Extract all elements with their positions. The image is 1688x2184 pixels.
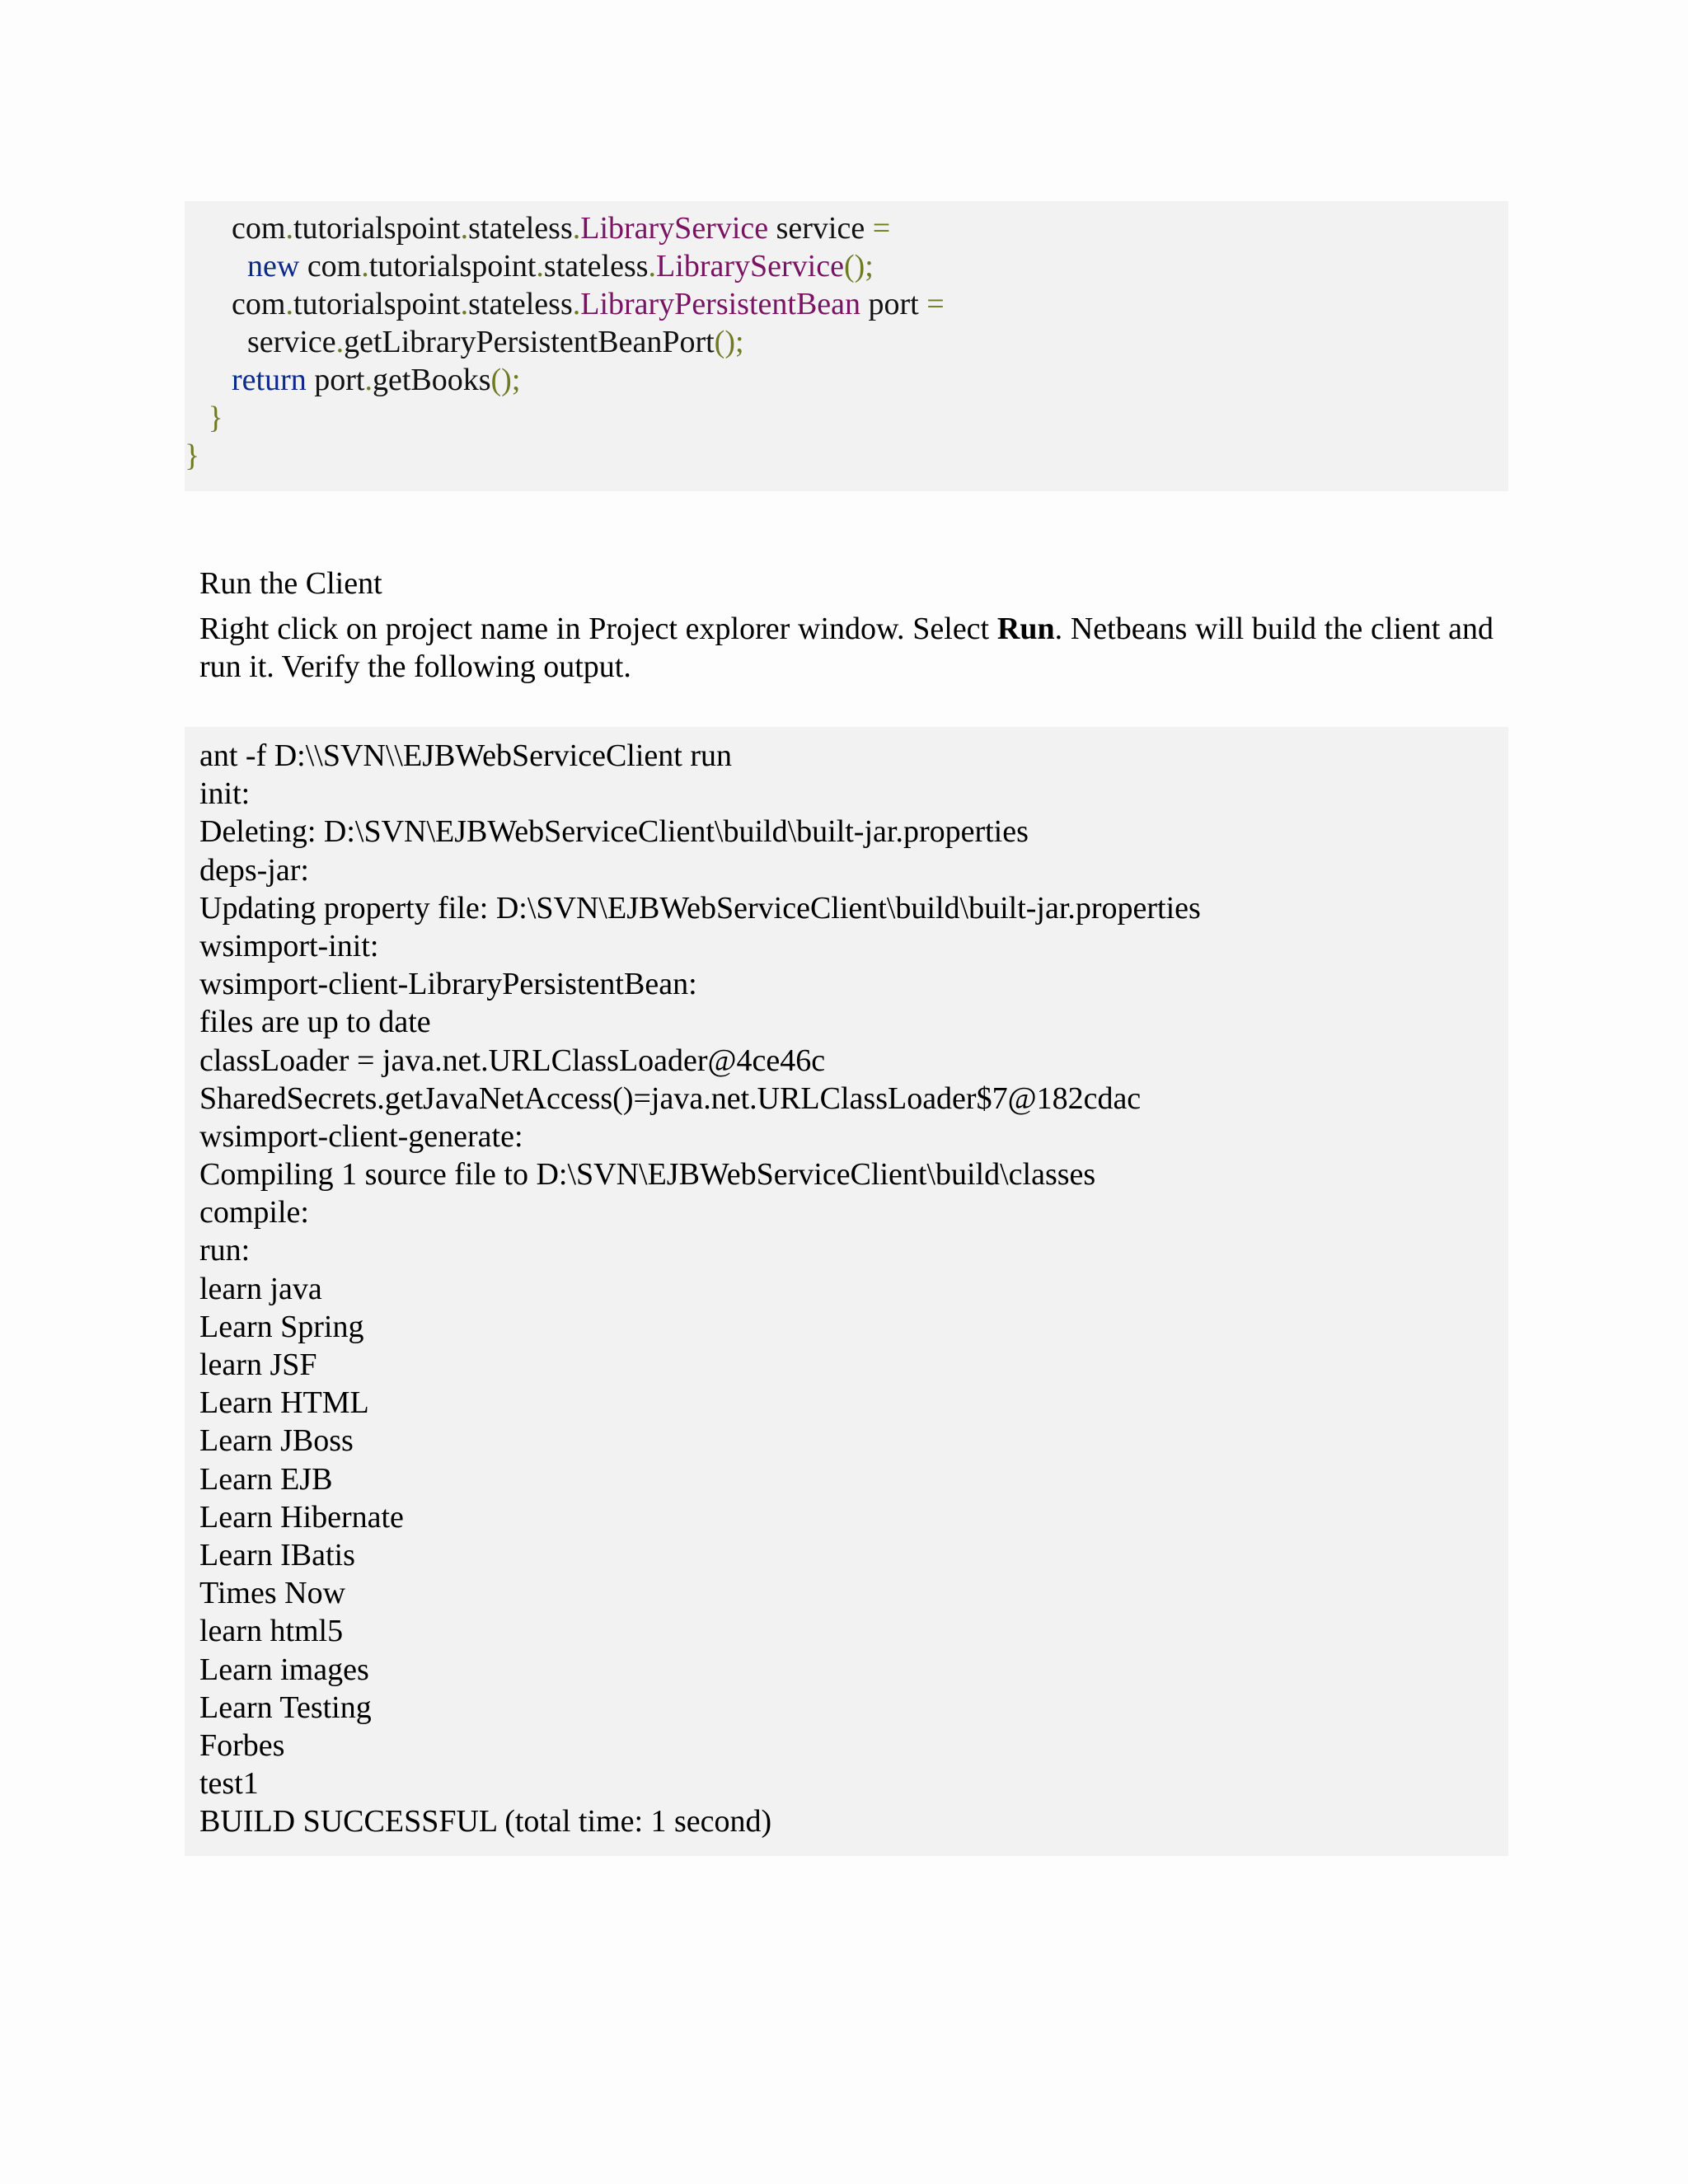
output-block	[185, 727, 1508, 1856]
section-heading: Run the Client	[199, 566, 382, 601]
output-line: deps-jar:	[199, 852, 309, 888]
output-line: BUILD SUCCESSFUL (total time: 1 second)	[199, 1804, 772, 1840]
output-line: wsimport-client-LibraryPersistentBean:	[199, 967, 697, 1002]
output-line: Forbes	[199, 1727, 285, 1763]
output-line: wsimport-client-generate:	[199, 1118, 523, 1154]
code-line-1: com.tutorialspoint.stateless.LibraryService service =	[232, 211, 891, 246]
output-line: Learn Spring	[199, 1309, 364, 1344]
output-line: init:	[199, 776, 251, 812]
output-line: run:	[199, 1233, 251, 1268]
output-lines	[199, 737, 1201, 1840]
code-lines	[185, 209, 945, 475]
output-line: Learn images	[199, 1652, 369, 1687]
output-line: classLoader = java.net.URLClassLoader@4ce46c	[199, 1043, 826, 1078]
code-line-4: service.getLibraryPersistentBeanPort();	[247, 325, 744, 359]
output-line: Deleting: D:\SVN\EJBWebServiceClient\build\built-jar.properties	[199, 814, 1029, 850]
output-line: files are up to date	[199, 1005, 431, 1040]
output-line: wsimport-init:	[199, 928, 379, 963]
output-line: Learn Hibernate	[199, 1499, 404, 1535]
instruction-paragraph: Right click on project name in Project explorer window. Select Run. Netbeans will build the client and run it. Verify the following output.	[199, 612, 1493, 684]
output-line: Learn EJB	[199, 1461, 333, 1497]
output-line: learn html5	[199, 1614, 344, 1649]
output-line: Learn JBoss	[199, 1423, 354, 1459]
run-keyword: Run	[996, 612, 1055, 646]
output-line: learn java	[199, 1271, 322, 1306]
code-block	[185, 201, 1508, 491]
code-line-3: com.tutorialspoint.stateless.LibraryPersistentBean port =	[232, 287, 945, 321]
code-line-6: }	[208, 401, 223, 435]
output-line: Compiling 1 source file to D:\SVN\EJBWebServiceClient\build\classes	[199, 1157, 1096, 1193]
output-line: learn JSF	[199, 1347, 317, 1382]
code-line-7: }	[185, 438, 200, 473]
output-line: ant -f D:\\SVN\\EJBWebServiceClient run	[199, 738, 732, 773]
output-line: test1	[199, 1766, 259, 1802]
code-line-5: return port.getBooks();	[232, 363, 521, 397]
output-line: Updating property file: D:\SVN\EJBWebServiceClient\build\built-jar.properties	[199, 890, 1201, 926]
output-line: compile:	[199, 1195, 309, 1230]
output-line: Times Now	[199, 1576, 346, 1611]
output-line: Learn Testing	[199, 1690, 372, 1725]
output-line: Learn HTML	[199, 1385, 369, 1421]
code-line-2: new com.tutorialspoint.stateless.LibraryService();	[247, 249, 874, 284]
output-line: SharedSecrets.getJavaNetAccess()=java.net.URLClassLoader$7@182cdac	[199, 1080, 1142, 1116]
output-line: Learn IBatis	[199, 1537, 355, 1572]
